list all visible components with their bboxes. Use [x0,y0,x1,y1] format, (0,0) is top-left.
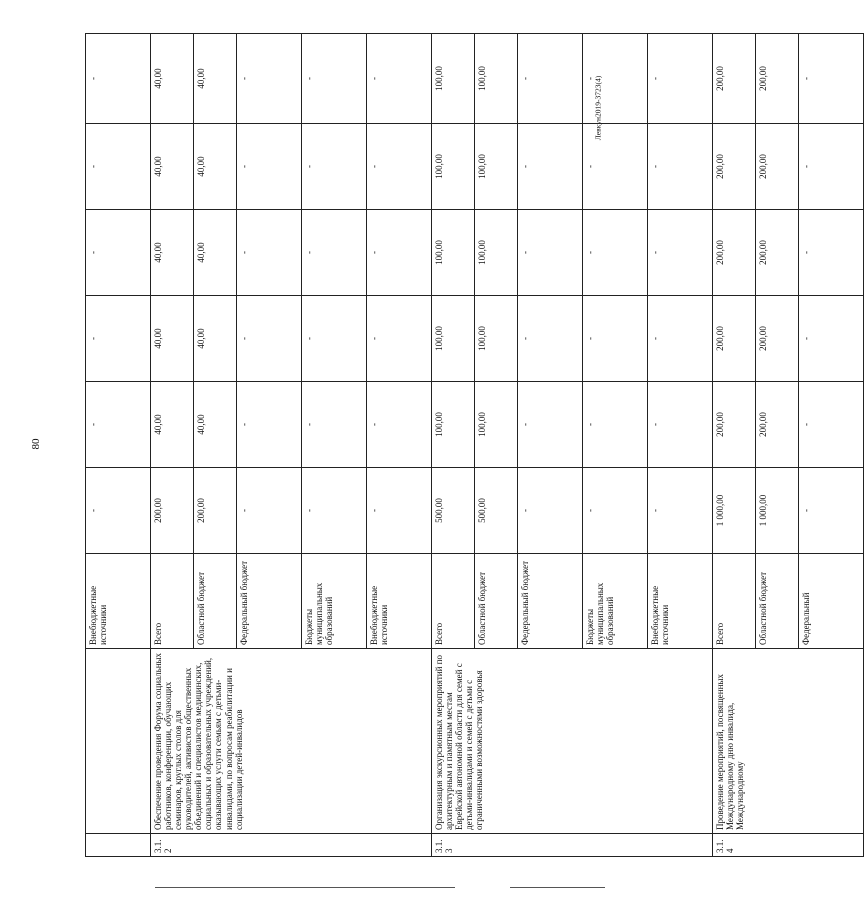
value-cell: - [86,210,151,296]
value-cell: 100,00 [432,124,475,210]
item-number: 3.1.4 [713,834,864,857]
value-cell: - [86,124,151,210]
source-cell: Всего [151,554,194,649]
value-cell: - [648,296,713,382]
page-number: 80 [30,438,42,450]
source-cell: Областной бюджет [756,554,799,649]
value-cell: - [86,382,151,468]
value-cell: - [367,124,432,210]
value-cell: 500,00 [475,468,518,554]
document-code: Левкун2019-3723(4) [593,75,603,141]
table-row [151,34,194,857]
value-cell: 200,00 [756,296,799,382]
value-cell: 40,00 [194,296,237,382]
item-title: Организация экскурсионных мероприятий по архитектурным и памятным местам Еврейской автономной области для семей с детьми-инвалидами и семей с детьми с ограниченными возможностями здоровья [432,649,713,834]
source-cell: Федеральный бюджет [237,554,302,649]
value-cell: - [518,210,583,296]
value-cell: 40,00 [151,124,194,210]
value-cell: - [799,124,864,210]
value-cell: 1 000,00 [756,468,799,554]
value-cell: 200,00 [756,124,799,210]
value-cell: 200,00 [756,210,799,296]
source-cell: Федеральный [799,554,864,649]
value-cell: - [518,468,583,554]
value-cell: 100,00 [475,34,518,124]
value-cell: 200,00 [756,382,799,468]
source-cell: Федеральный бюджет [518,554,583,649]
title-cell-empty [86,649,151,834]
value-cell: - [367,296,432,382]
value-cell: 100,00 [475,382,518,468]
value-cell: - [237,124,302,210]
table-row [713,34,756,857]
table-row [432,34,475,857]
source-cell: Областной бюджет [194,554,237,649]
value-cell: - [367,34,432,124]
value-cell: - [518,296,583,382]
funding-table-body [86,34,864,857]
value-cell: - [367,210,432,296]
value-cell: 200,00 [713,34,756,124]
value-cell: - [237,468,302,554]
value-cell: - [86,34,151,124]
funding-table [85,33,864,857]
item-title: Обеспечение проведения Форума социальных работников, конференции, обучающих семинаров, круглых столов для руководителей, активистов общественных объединений и специалистов медицинских, социальных и образовательных учреждений, оказывающих услуги семьям с детьми-инвалидами, по вопросам реабилитации и социализации детей-инвалидов [151,649,432,834]
value-cell: - [367,468,432,554]
value-cell: 200,00 [713,382,756,468]
value-cell: 200,00 [756,34,799,124]
value-cell: - [799,210,864,296]
value-cell: 100,00 [475,210,518,296]
value-cell: 40,00 [151,382,194,468]
value-cell: 40,00 [194,210,237,296]
value-cell: 100,00 [432,210,475,296]
value-cell: - [302,124,367,210]
value-cell: - [518,382,583,468]
value-cell: - [302,34,367,124]
value-cell: 200,00 [713,296,756,382]
source-cell: Внебюджетные источники [86,554,151,649]
value-cell: - [237,382,302,468]
value-cell: - [648,382,713,468]
source-cell: Бюджеты муниципальных образований [583,554,648,649]
source-cell: Бюджеты муниципальных образований [302,554,367,649]
value-cell: 40,00 [151,210,194,296]
value-cell: - [237,296,302,382]
value-cell: - [799,468,864,554]
rotated-table-wrapper [85,34,811,857]
value-cell: 100,00 [475,296,518,382]
source-cell: Всего [432,554,475,649]
value-cell: - [648,468,713,554]
value-cell: - [583,382,648,468]
value-cell: 200,00 [194,468,237,554]
value-cell: - [367,382,432,468]
value-cell: 200,00 [713,210,756,296]
value-cell: 100,00 [475,124,518,210]
value-cell: 40,00 [151,296,194,382]
value-cell: 1 000,00 [713,468,756,554]
value-cell: - [799,34,864,124]
value-cell: 100,00 [432,296,475,382]
value-cell: - [237,34,302,124]
source-cell: Внебюджетные источники [367,554,432,649]
value-cell: 100,00 [432,34,475,124]
value-cell: 100,00 [432,382,475,468]
value-cell: - [302,210,367,296]
value-cell: - [583,468,648,554]
item-title: Проведение мероприятий, посвященных Международному дню инвалида, Международному [713,649,864,834]
source-cell: Внебюджетные источники [648,554,713,649]
value-cell: 40,00 [151,34,194,124]
value-cell: - [583,124,648,210]
item-number: 3.1.2 [151,834,432,857]
value-cell: - [583,34,648,124]
footer-line-left [155,887,455,888]
value-cell: - [648,34,713,124]
value-cell: - [799,296,864,382]
source-cell: Всего [713,554,756,649]
num-cell-empty [86,834,151,857]
value-cell: 40,00 [194,124,237,210]
value-cell: - [518,34,583,124]
item-number: 3.1.3 [432,834,713,857]
value-cell: - [799,382,864,468]
value-cell: - [302,382,367,468]
footer-line-right [510,887,605,888]
value-cell: 40,00 [194,34,237,124]
value-cell: 500,00 [432,468,475,554]
value-cell: - [648,210,713,296]
value-cell: - [518,124,583,210]
value-cell: - [583,210,648,296]
table-row [86,34,151,857]
value-cell: - [86,468,151,554]
value-cell: - [86,296,151,382]
value-cell: 200,00 [713,124,756,210]
value-cell: 40,00 [194,382,237,468]
value-cell: 200,00 [151,468,194,554]
value-cell: - [302,296,367,382]
value-cell: - [237,210,302,296]
value-cell: - [583,296,648,382]
source-cell: Областной бюджет [475,554,518,649]
value-cell: - [648,124,713,210]
value-cell: - [302,468,367,554]
